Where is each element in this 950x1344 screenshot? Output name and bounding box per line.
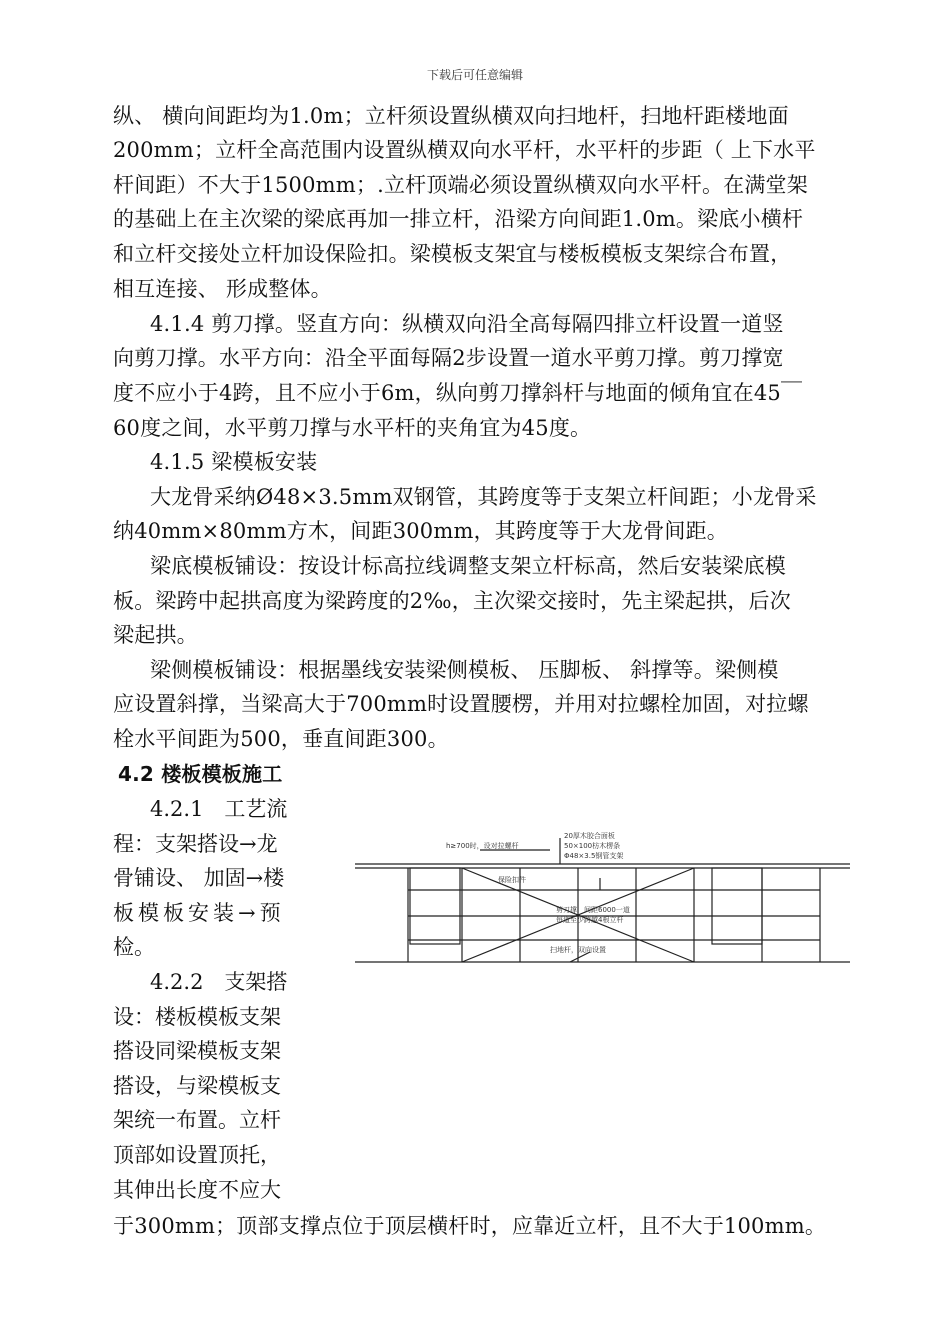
side-line: 搭设，与梁模板支 (113, 1074, 281, 1098)
section-heading: 4.2 楼板模板施工 (118, 762, 283, 786)
side-line: 板模板安装→预 (113, 901, 285, 925)
beam-left (410, 868, 460, 944)
text-line: 应设置斜撑，当梁高大于700mm时设置腰楞，并用对拉螺栓加固，对拉螺 (113, 692, 809, 716)
text-line: 板。梁跨中起拱高度为梁跨度的2‰，主次梁交接时，先主梁起拱，后次 (113, 589, 791, 613)
text-line: 纵、 横向间距均为1.0m；立杆须设置纵横双向扫地杆，扫地杆距楼地面 (113, 104, 789, 128)
side-line: 检。 (113, 935, 155, 959)
side-line: 骨铺设、 加固→楼 (113, 866, 285, 890)
text-line: 向剪刀撑。水平方向：沿全平面每隔2步设置一道水平剪刀撑。剪刀撑宽 (113, 346, 784, 370)
side-line: 4.2.2 支架搭 (150, 970, 288, 994)
diagram-label: 50×100枋木楞条 (564, 842, 621, 850)
page-header: 下载后可任意编辑 (426, 68, 523, 82)
text-line: 大龙骨采纳Ø48×3.5mm双钢管，其跨度等于支架立杆间距；小龙骨采 (150, 485, 817, 509)
side-line: 4.2.1 工艺流 (150, 797, 288, 821)
text-line: 梁起拱。 (113, 623, 198, 647)
text-line: 200mm；立杆全高范围内设置纵横双向水平杆，水平杆的步距（ 上下水平 (113, 138, 816, 162)
section-label: 4.1.5 梁模板安装 (150, 450, 318, 474)
text-line: 栓水平间距为500，垂直间距300。 (113, 727, 449, 751)
text-line: 60度之间，水平剪刀撑与水平杆的夹角宜为45度。 (113, 416, 592, 440)
text-line: 于300mm；顶部支撑点位于顶层横杆时，应靠近立杆，且不大于100mm。 (113, 1214, 827, 1238)
text-line: 相互连接、 形成整体。 (113, 277, 332, 301)
diagram-label: 剪刀撑，间距6000一道 (556, 906, 630, 914)
text-line: 的基础上在主次梁的梁底再加一排立杆，沿梁方向间距1.0m。梁底小横杆 (113, 207, 804, 231)
diagram-label: h≥700时，设对拉螺杆 (446, 842, 519, 850)
text-line: 杆间距）不大于1500mm；.立杆顶端必须设置纵横双向水平杆。在满堂架 (113, 173, 808, 197)
side-line: 程：支架搭设→龙 (113, 832, 278, 856)
diagram-label: 20厚木胶合面板 (564, 832, 615, 840)
side-text-column (113, 795, 319, 823)
scaffold-diagram (350, 828, 860, 978)
diagram-label: 扫地杆，双向设置 (550, 946, 606, 954)
side-line: 搭设同梁模板支架 (113, 1039, 281, 1063)
side-line: 顶部如设置顶托， (113, 1143, 281, 1167)
diagram-label: 保险扣件 (498, 876, 526, 884)
beam-right (712, 868, 762, 944)
text-line: 梁侧模板铺设：根据墨线安装梁侧模板、 压脚板、 斜撑等。梁侧模 (150, 658, 779, 682)
side-line: 设：楼板模板支架 (113, 1005, 281, 1029)
text-line: 度不应小于4跨，且不应小于6m，纵向剪刀撑斜杆与地面的倾角宜在45￣ (113, 381, 803, 405)
text-line: 4.1.4 剪刀撑。竖直方向：纵横双向沿全高每隔四排立杆设置一道竖 (150, 312, 784, 336)
side-line: 其伸出长度不应大 (113, 1178, 281, 1202)
diagram-label: 每道至少跨越4根立杆 (556, 916, 624, 924)
diagram-label: Φ48×3.5钢管支架 (564, 852, 624, 860)
text-line: 纳40mm×80mm方木，间距300mm，其跨度等于大龙骨间距。 (113, 519, 728, 543)
text-line: 梁底模板铺设：按设计标高拉线调整支架立杆标高，然后安装梁底模 (150, 554, 786, 578)
text-line: 和立杆交接处立杆加设保险扣。梁模板支架宜与楼板模板支架综合布置， (113, 242, 792, 266)
side-line: 架统一布置。立杆 (113, 1108, 281, 1132)
